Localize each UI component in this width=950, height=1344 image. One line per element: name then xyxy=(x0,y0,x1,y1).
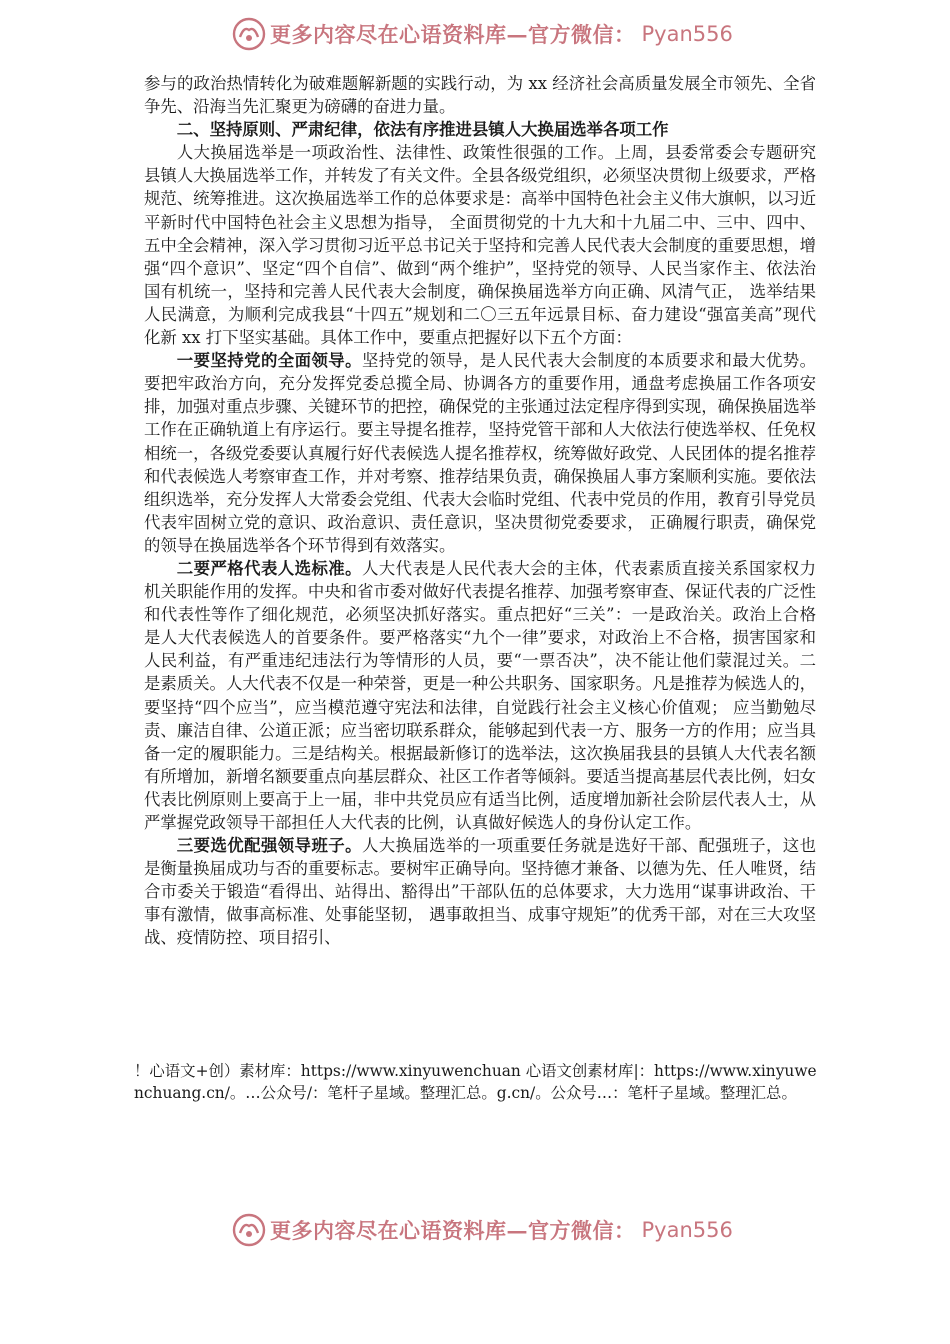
point-3-lead: 三要选优配强领导班子。 xyxy=(176,836,362,856)
paragraph-point-3 xyxy=(144,834,816,949)
footer-banner xyxy=(232,1212,733,1248)
document-body xyxy=(144,72,816,950)
header-banner xyxy=(232,16,733,52)
paragraph-continuation: 参与的政治热情转化为破难题解新题的实践行动，为 xx 经济社会高质量发展全市领先、全省争先、沿海当先汇聚更为磅礴的奋进力量。 xyxy=(144,74,816,117)
paragraph-intro: 人大换届选举是一项政治性、法律性、政策性很强的工作。上周，县委常委会专题研究县镇人大换届选举工作，并转发了有关文件。全县各级党组织，必须坚决贯彻上级要求，严格规范、统筹推进。这次换届选举工作的总体要求是：高举中国特色社会主义伟大旗帜，以习近平新时代中国特色社会主义思想为指导， 全面贯彻党的十九大和十九届二中、三中、四中、五中全会精神，深入学习贯彻习近平总书记关于坚持和完善人民代表大会制度的重要思想，增强“四个意识”、坚定“四个自信”、做到“两个维护”，坚持党的领导、人民当家作主、依法治国有机统一，坚持和完善人民代表大会制度，确保换届选举方向正确、风清气正， 选举结果人民满意，为顺利完成我县“十四五”规划和二〇三五年远景目标、奋力建设“强富美高”现代化新 xx 打下坚实基础。具体工作中，要重点把握好以下五个方面： xyxy=(144,143,817,348)
banner-wechat-id: Pyan556 xyxy=(641,1218,733,1242)
mind-logo-icon xyxy=(232,1213,266,1247)
banner-wechat-id: Pyan556 xyxy=(641,22,733,46)
mind-logo-icon xyxy=(232,17,266,51)
paragraph-point-2 xyxy=(144,557,816,834)
point-1-text: 坚持党的领导，是人民代表大会制度的本质要求和最大优势。要把牢政治方向，充分发挥党委总揽全局、协调各方的重要作用，通盘考虑换届工作各项安排，加强对重点步骤、关键环节的把控，确保党的主张通过法定程序得到实现，确保换届选举工作在正确轨道上有序运行。要主导提名推荐，坚持党管干部和人大依法行使选举权、任免权相统一，各级党委要认真履行好代表候选人提名推荐权，统筹做好政党、人民团体的提名推荐和代表候选人考察审查工作，并对考察、推荐结果负责，确保换届人事方案顺利实施。要依法组织选举，充分发挥人大常委会党组、代表大会临时党组、代表中党员的作用，教育引导党员代表牢固树立党的意识、政治意识、责任意识，坚决贯彻党委要求， 正确履行职责，确保党的领导在换届选举各个环节得到有效落实。 xyxy=(144,351,817,555)
banner-text: 更多内容尽在心语资料库—官方微信： xyxy=(270,22,636,47)
banner-text: 更多内容尽在心语资料库—官方微信： xyxy=(270,1218,636,1243)
point-2-lead: 二要严格代表人选标准。 xyxy=(176,558,362,578)
point-2-text: 人大代表是人民代表大会的主体，代表素质直接关系国家权力机关职能作用的发挥。中央和省市委对做好代表提名推荐、加强考察审查、保证代表的广泛性和代表性等作了细化规范，必须坚决抓好落实。重点把好“三关”：一是政治关。政治上合格是人大代表候选人的首要条件。要严格落实“九个一律”要求，对政治上不合格，损害国家和人民利益，有严重违纪违法行为等情形的人员，要“一票否决”，决不能让他们蒙混过关。二是素质关。人大代表不仅是一种荣誉，更是一种公共职务、国家职务。凡是推荐为候选人的， 要坚持“四个应当”，应当模范遵守宪法和法律，自觉践行社会主义核心价值观； 应当勤勉尽责、廉洁自律、公道正派；应当密切联系群众，能够起到代表一方、服务一方的作用；应当具备一定的履职能力。三是结构关。根据最新修订的选举法，这次换届我县的县镇人大代表名额有所增加，新增名额要重点向基层群众、社区工作者等倾斜。要适当提高基层代表比例，妇女代表比例原则上要高于上一届，非中共党员应有适当比例，适度增加新社会阶层代表人士，从严掌握党政领导干部担任人大代表的比例，认真做好候选人的身份认定工作。 xyxy=(144,558,817,832)
point-3-text: 人大换届选举的一项重要任务就是选好干部、配强班子，这也是衡量换届成功与否的重要标志。要树牢正确导向。坚持德才兼备、以德为先、任人唯贤，结合市委关于锻造“看得出、站得出、豁得出”干部队伍的总体要求，大力选用“谋事讲政治、干事有激情，做事高标准、处事能坚韧， 遇事敢担当、成事守规矩”的优秀干部，对在三大攻坚战、疫情防控、项目招引、 xyxy=(144,836,817,948)
paragraph-point-1 xyxy=(144,349,816,557)
section-heading: 二、坚持原则、严肃纪律，依法有序推进县镇人大换届选举各项工作 xyxy=(176,120,669,140)
source-note: ！心语文+创）素材库：https://www.xinyuwenchuan 心语文创素材库|：https://www.xinyuwenchuang.cn/。…公众号/：笔杆子星域。整理汇总。g.cn/。公众号…：笔杆子星域。整理汇总。 xyxy=(134,1062,817,1103)
point-1-lead: 一要坚持党的全面领导。 xyxy=(176,351,362,371)
